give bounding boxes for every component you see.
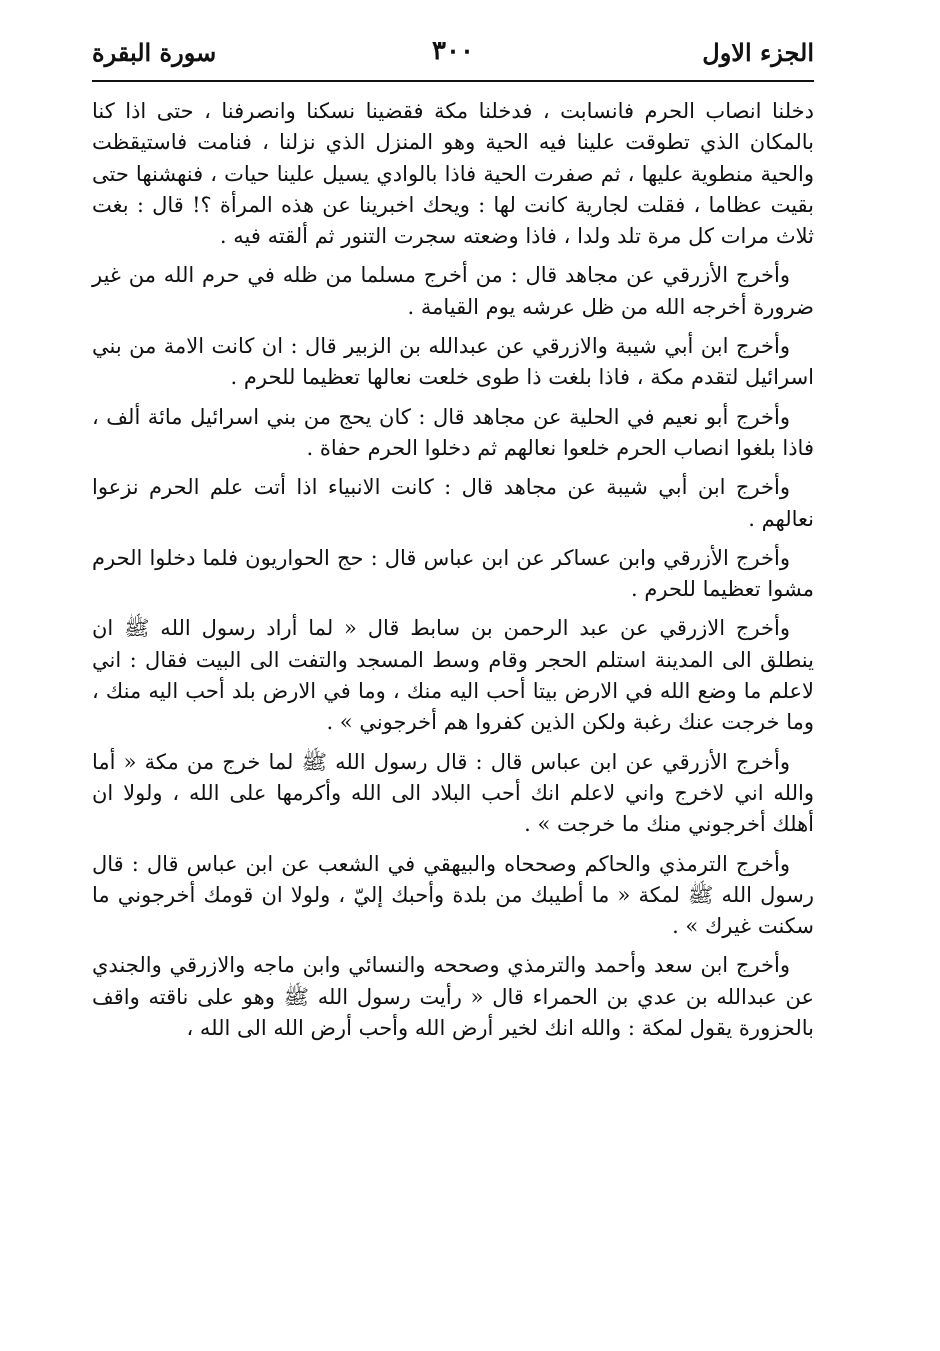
surah-label: سورة البقرة [92,38,217,67]
volume-label: الجزء الاول [702,38,814,67]
paragraph: وأخرج الأزرقي وابن عساكر عن ابن عباس قال : حج الحواريون فلما دخلوا الحرم مشوا تعظيما للحرم . [92,545,814,602]
paragraph: وأخرج الازرقي عن عبد الرحمن بن سابط قال « لما أراد رسول الله ﷺ ان ينطلق الى المدينة استلم الحجر وقام وسط المسجد والتفت الى البيت فقال : اني لاعلم ما وضع الله في الارض بيتا أحب اليه منك ، وما في الارض بلد أحب اليه منك ، وما خرجت عنك رغبة ولكن الذين كفروا هم أخرجوني » . [92,616,814,735]
book-page [92,28,814,1052]
paragraph: وأخرج ابن سعد وأحمد والترمذي وصححه والنسائي وابن ماجه والازرقي والجندي عن عبدالله بن عدي بن الحمراء قال « رأيت رسول الله ﷺ وهو على ناقته واقف بالحزورة يقول لمكة : والله انك لخير أرض الله وأحب أرض الله الى الله ، [92,953,814,1041]
paragraph: وأخرج الترمذي والحاكم وصححاه والبيهقي في الشعب عن ابن عباس قال : قال رسول الله ﷺ لمكة « ما أطيبك من بلدة وأحبك إليّ ، ولولا ان قومك أخرجوني ما سكنت غيرك » . [92,851,814,939]
paragraph: وأخرج أبو نعيم في الحلية عن مجاهد قال : كان يحج من بني اسرائيل مائة ألف ، فاذا بلغوا انصاب الحرم خلعوا نعالهم ثم دخلوا الحرم حفاة . [92,404,814,460]
page-header [92,28,814,82]
paragraph: وأخرج ابن أبي شيبة والازرقي عن عبدالله بن الزبير قال : ان كانت الامة من بني اسرائيل لتقدم مكة ، فاذا بلغت ذا طوى خلعت نعالها تعظيما للحرم . [92,334,814,390]
page-number: ٣٠٠ [432,36,474,66]
page-body [92,96,814,1044]
paragraph: دخلنا انصاب الحرم فانسابت ، فدخلنا مكة فقضينا نسكنا وانصرفنا ، حتى اذا كنا بالمكان الذي تطوقت علينا فيه الحية وهو المنزل الذي نزلنا ، فنامت فاستيقظت والحية منطوية عليها ، ثم صفرت الحية فاذا بالوادي يسيل علينا حيات ، فنهشنها حتى بقيت عظاما ، فقلت لجارية كانت لها : ويحك اخبرينا عن هذه المرأة ؟! قال : بغت ثلاث مرات كل مرة تلد ولدا ، فاذا وضعته سجرت التنور ثم ألقته فيه . [92,99,815,249]
paragraph: وأخرج ابن أبي شيبة عن مجاهد قال : كانت الانبياء اذا أتت علم الحرم نزعوا نعالهم . [92,475,814,531]
paragraph: وأخرج الأزرقي عن ابن عباس قال : قال رسول الله ﷺ لما خرج من مكة « أما والله اني لاخرج واني لاعلم انك أحب البلاد الى الله وأكرمها على الله ، ولولا ان أهلك أخرجوني منك ما خرجت » . [92,749,814,837]
paragraph: وأخرج الأزرقي عن مجاهد قال : من أخرج مسلما من ظله في حرم الله من غير ضرورة أخرجه الله من ظل عرشه يوم القيامة . [92,263,814,319]
